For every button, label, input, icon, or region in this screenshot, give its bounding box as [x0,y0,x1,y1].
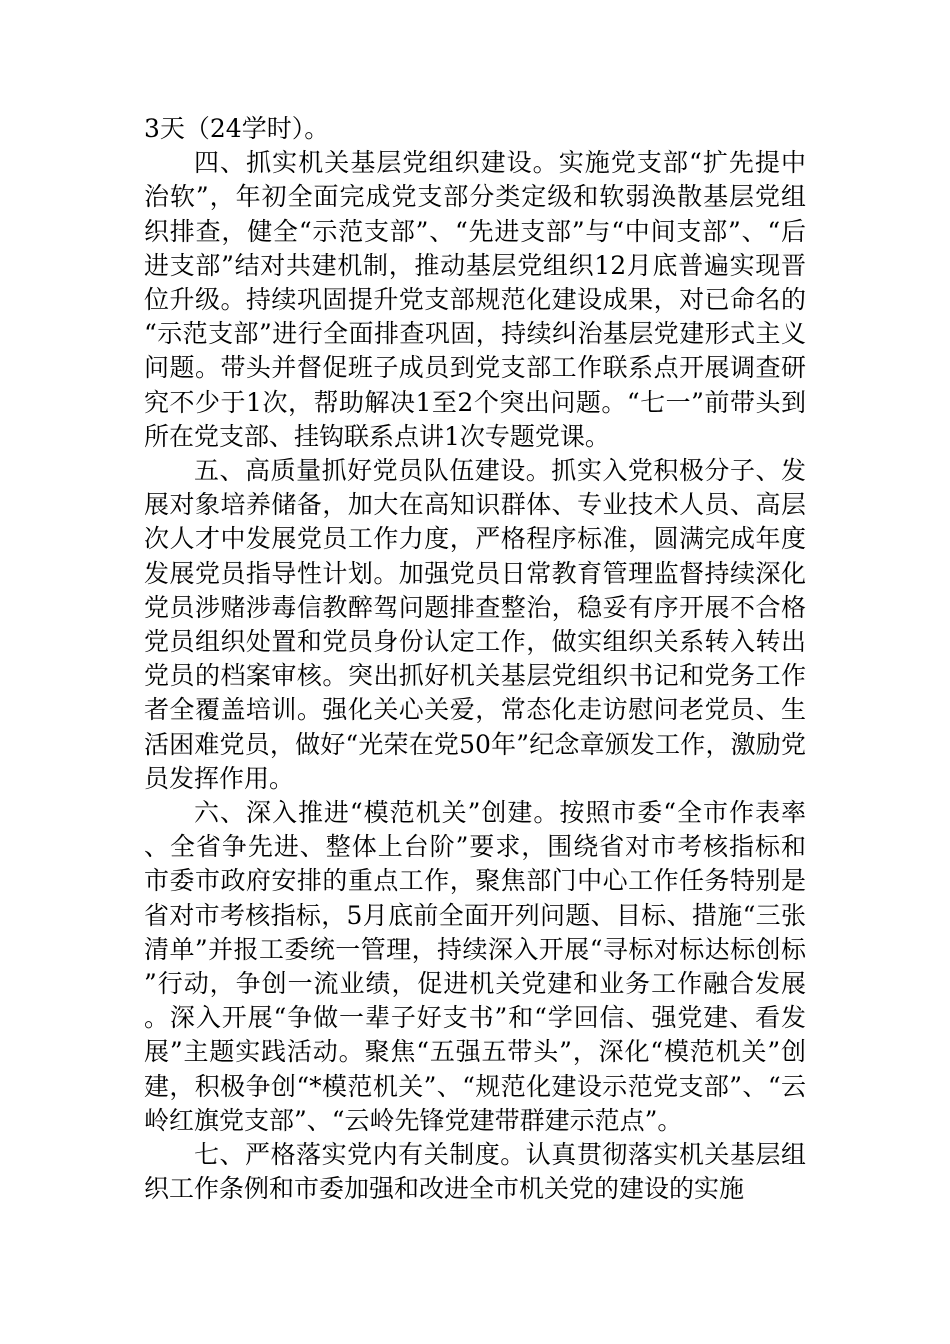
document-page [144,112,806,1207]
paragraph-section-five: 五、高质量抓好党员队伍建设。抓实入党积极分子、发展对象培养储备，加大在高知识群体、专业技术人员、高层次人才中发展党员工作力度，严格程序标准，圆满完成年度发展党员指导性计划。加强党员日常教育管理监督持续深化党员涉赌涉毒信教醉驾问题排查整治，稳妥有序开展不合格党员组织处置和党员身份认定工作，做实组织关系转入转出党员的档案审核。突出抓好机关基层党组织书记和党务工作者全覆盖培训。强化关心关爱，常态化走访慰问老党员、生活困难党员，做好“光荣在党50年”纪念章颁发工作，激励党员发挥作用。 [144,456,806,793]
paragraph-section-four: 四、抓实机关基层党组织建设。实施党支部“扩先提中治软”，年初全面完成党支部分类定级和软弱涣散基层党组织排查，健全“示范支部”、“先进支部”与“中间支部”、“后进支部”结对共建机制，推动基层党组织12月底普遍实现晋位升级。持续巩固提升党支部规范化建设成果，对已命名的“示范支部”进行全面排查巩固，持续纠治基层党建形式主义问题。带头并督促班子成员到党支部工作联系点开展调查研究不少于1次，帮助解决1至2个突出问题。“七一”前带头到所在党支部、挂钩联系点讲1次专题党课。 [144,148,806,451]
paragraph-section-seven: 七、严格落实党内有关制度。认真贯彻落实机关基层组织工作条例和市委加强和改进全市机关党的建设的实施 [144,1140,806,1204]
paragraph-continuation: 3天（24学时）。 [144,114,330,143]
paragraph-section-six: 六、深入推进“模范机关”创建。按照市委“全市作表率、全省争先进、整体上台阶”要求，围绕省对市考核指标和市委市政府安排的重点工作，聚焦部门中心工作任务特别是省对市考核指标，5月底前全面开列问题、目标、措施“三张清单”并报工委统一管理，持续深入开展“寻标对标达标创标”行动，争创一流业绩，促进机关党建和业务工作融合发展。深入开展“争做一辈子好支书”和“学回信、强党建、看发展”主题实践活动。聚焦“五强五带头”，深化“模范机关”创建，积极争创“*模范机关”、“规范化建设示范党支部”、“云岭红旗党支部”、“云岭先锋党建带群建示范点”。 [144,798,806,1135]
